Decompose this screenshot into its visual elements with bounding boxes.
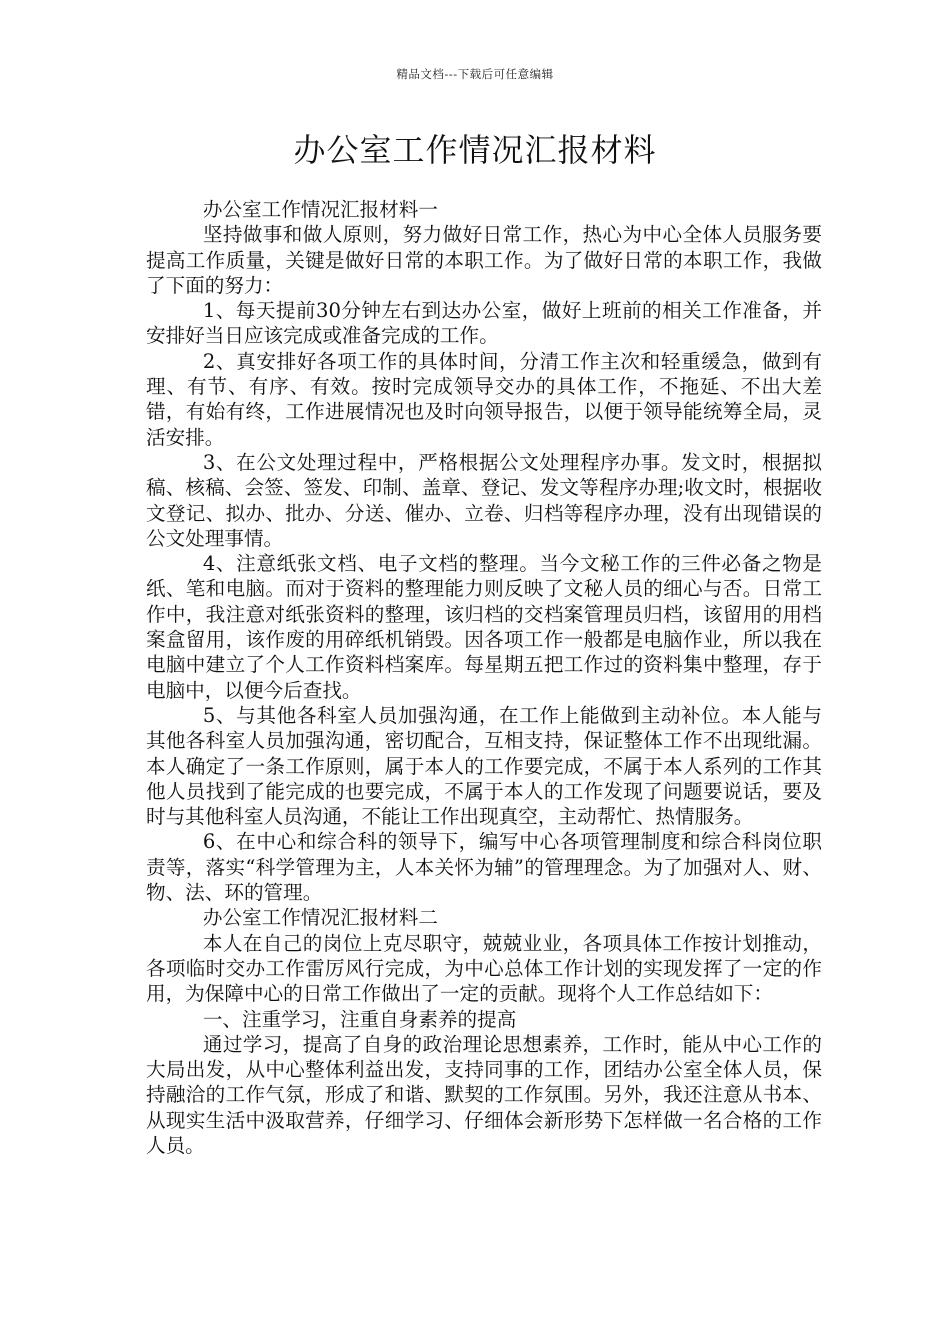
paragraph: 6、在中心和综合科的领导下，编写中心各项管理制度和综合科岗位职责等，落实“科学管理为主，人本关怀为辅”的管理理念。为了加强对人、财、物、法、环的管理。 xyxy=(146,830,822,905)
paragraph: 坚持做事和做人原则，努力做好日常工作，热心为中心全体人员服务要提高工作质量，关键是做好日常的本职工作。为了做好日常的本职工作，我做了下面的努力： xyxy=(146,223,822,297)
document-title: 办公室工作情况汇报材料 xyxy=(293,131,657,169)
header-note: 精品文档---下载后可任意编辑 xyxy=(396,67,554,81)
paragraph: 1、每天提前30分钟左右到达办公室，做好上班前的相关工作准备，并安排好当日应该完成或准备完成的工作。 xyxy=(146,299,822,348)
section-heading: 办公室工作情况汇报材料二 xyxy=(202,906,438,930)
paragraph: 通过学习，提高了自身的政治理论思想素养，工作时，能从中心工作的大局出发，从中心整体利益出发，支持同事的工作，团结办公室全体人员，保持融洽的工作气氛，形成了和谐、默契的工作氛围。另外，我还注意从书本、从现实生活中汲取营养，仔细学习、仔细体会新形势下怎样做一名合格的工作人员。 xyxy=(146,1032,822,1157)
paragraph: 本人在自己的岗位上克尽职守，兢兢业业，各项具体工作按计划推动，各项临时交办工作雷厉风行完成，为中心总体工作计划的实现发挥了一定的作用，为保障中心的日常工作做出了一定的贡献。现将个人工作总结如下： xyxy=(146,931,822,1006)
paragraph: 5、与其他各科室人员加强沟通，在工作上能做到主动补位。本人能与其他各科室人员加强沟通，密切配合，互相支持，保证整体工作不出现纰漏。本人确定了一条工作原则，属于本人的工作要完成，不属于本人系列的工作其他人员找到了能完成的也要完成，不属于本人的工作发现了问题要说话，要及时与其他科室人员沟通，不能让工作出现真空，主动帮忙、热情服务。 xyxy=(146,703,822,829)
section-heading: 办公室工作情况汇报材料一 xyxy=(202,198,438,221)
sub-heading: 一、注重学习，注重自身素养的提高 xyxy=(202,1007,517,1031)
document-body xyxy=(146,197,822,1158)
paragraph: 3、在公文处理过程中，严格根据公文处理程序办事。发文时，根据拟稿、核稿、会签、签发、印制、盖章、登记、发文等程序办理;收文时，根据收文登记、拟办、批办、分送、催办、立卷、归档等程序办理，没有出现错误的公文处理事情。 xyxy=(146,450,822,550)
paragraph: 2、真安排好各项工作的具体时间，分清工作主次和轻重缓急，做到有理、有节、有序、有效。按时完成领导交办的具体工作，不拖延、不出大差错，有始有终，工作进展情况也及时向领导报告，以便于领导能统筹全局，灵活安排。 xyxy=(146,349,822,449)
paragraph: 4、注意纸张文档、电子文档的整理。当今文秘工作的三件必备之物是纸、笔和电脑。而对于资料的整理能力则反映了文秘人员的细心与否。日常工作中，我注意对纸张资料的整理，该归档的交档案管理员归档，该留用的用档案盒留用，该作废的用碎纸机销毁。因各项工作一般都是电脑作业，所以我在电脑中建立了个人工作资料档案库。每星期五把工作过的资料集中整理，存于电脑中，以便今后查找。 xyxy=(146,552,822,702)
